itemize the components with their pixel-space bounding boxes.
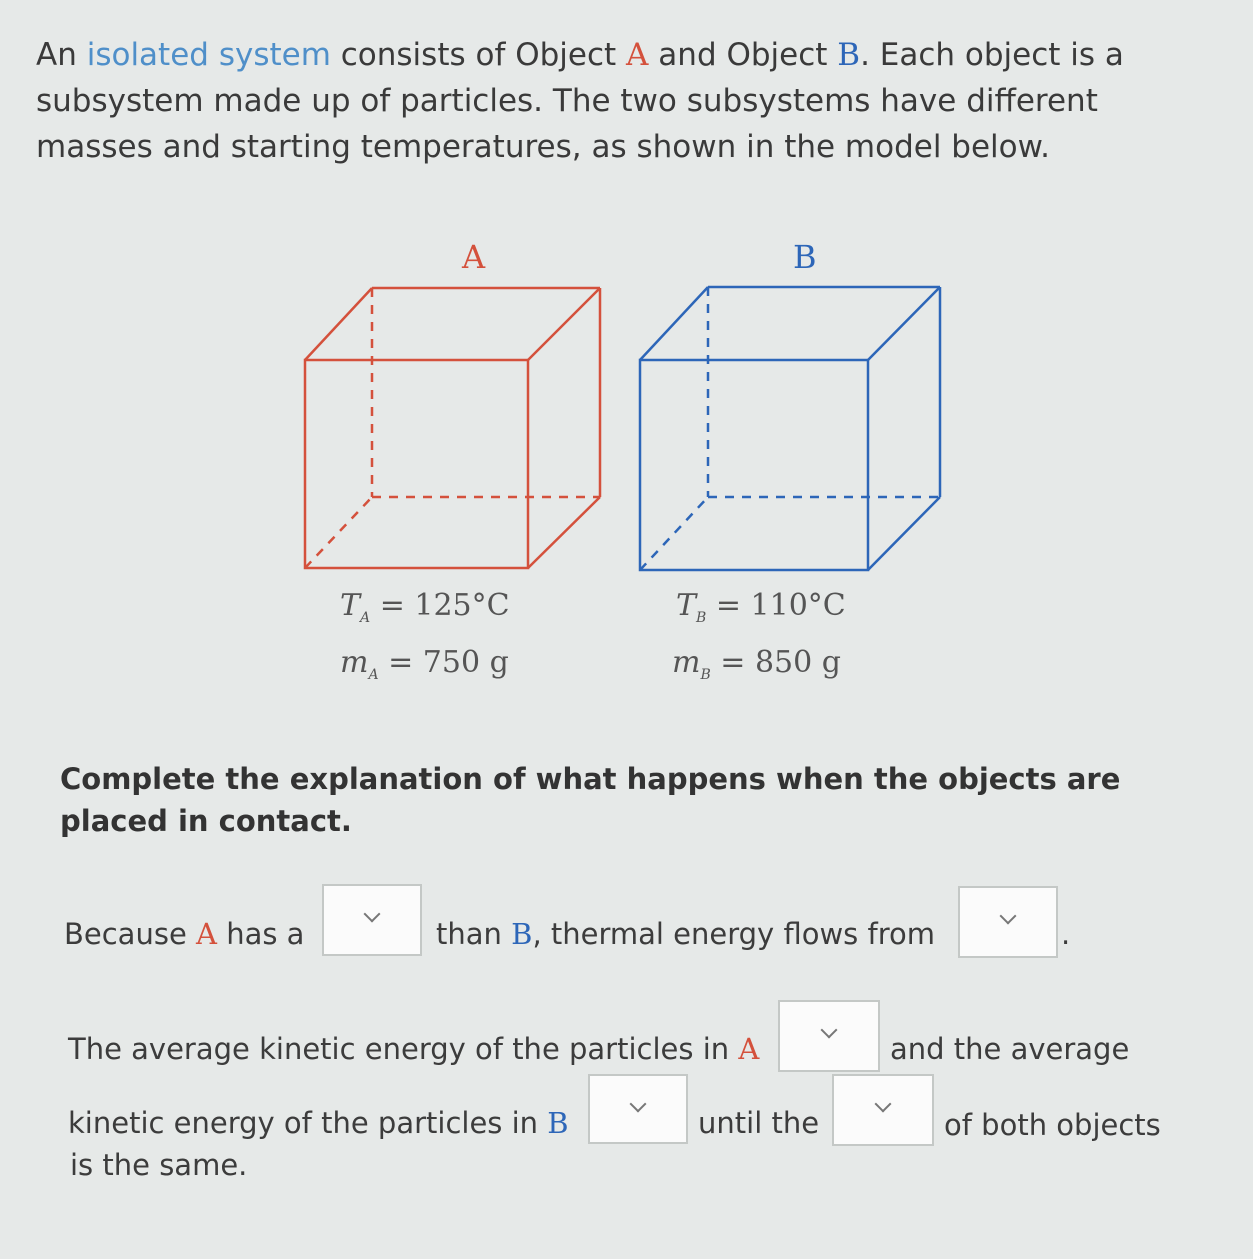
sentence1-start: Because A has a [64, 917, 305, 951]
quantity-dropdown[interactable] [832, 1074, 934, 1146]
temperature-b: $T_B = 110^\circ C$ [676, 588, 846, 626]
sentence2-until: until the [698, 1106, 820, 1140]
b-change-dropdown[interactable] [588, 1074, 688, 1144]
chevron-down-icon [821, 1022, 838, 1039]
intro-text: consists of Object [340, 37, 617, 73]
cube-b [640, 287, 940, 570]
question-prompt: Complete the explanation of what happens when the objects are placed in contact. [60, 762, 1121, 838]
chevron-down-icon [364, 906, 381, 923]
temperature-a: $T_A = 125^\circ C$ [340, 588, 510, 626]
mass-a: $m_A = 750$ g [340, 645, 509, 683]
intro-text: An [36, 37, 77, 73]
sentence2-and: and the average [890, 1032, 1130, 1066]
cube-a-label: A [462, 238, 486, 276]
chevron-down-icon [875, 1096, 892, 1113]
mass-b: $m_B = 850$ g [672, 645, 841, 683]
comparison-dropdown[interactable] [322, 884, 422, 956]
sentence2-line2: kinetic energy of the particles in B [68, 1106, 569, 1140]
a-change-dropdown[interactable] [778, 1000, 880, 1072]
cube-b-label: B [793, 238, 817, 276]
sentence2-start: The average kinetic energy of the particles in A [68, 1032, 760, 1066]
cube-a [305, 288, 600, 568]
flow-direction-dropdown[interactable] [958, 886, 1058, 958]
sentence2-of-both: of both objects [944, 1108, 1161, 1142]
chevron-down-icon [1000, 908, 1017, 925]
intro-text: . Each object is a subsystem made up of particles. The two subsystems have different masses and starting temperatures, as shown in the model below. [36, 37, 1124, 165]
isolated-system-link[interactable]: isolated system [86, 37, 331, 73]
sentence1-period: . [1061, 917, 1071, 951]
intro-text: and Object [658, 37, 828, 73]
object-b-letter: B [837, 37, 861, 73]
sentence1-middle: than B, thermal energy flows from [436, 917, 935, 951]
object-a-letter: A [626, 37, 649, 73]
chevron-down-icon [630, 1096, 647, 1113]
sentence2-end: is the same. [70, 1148, 248, 1182]
